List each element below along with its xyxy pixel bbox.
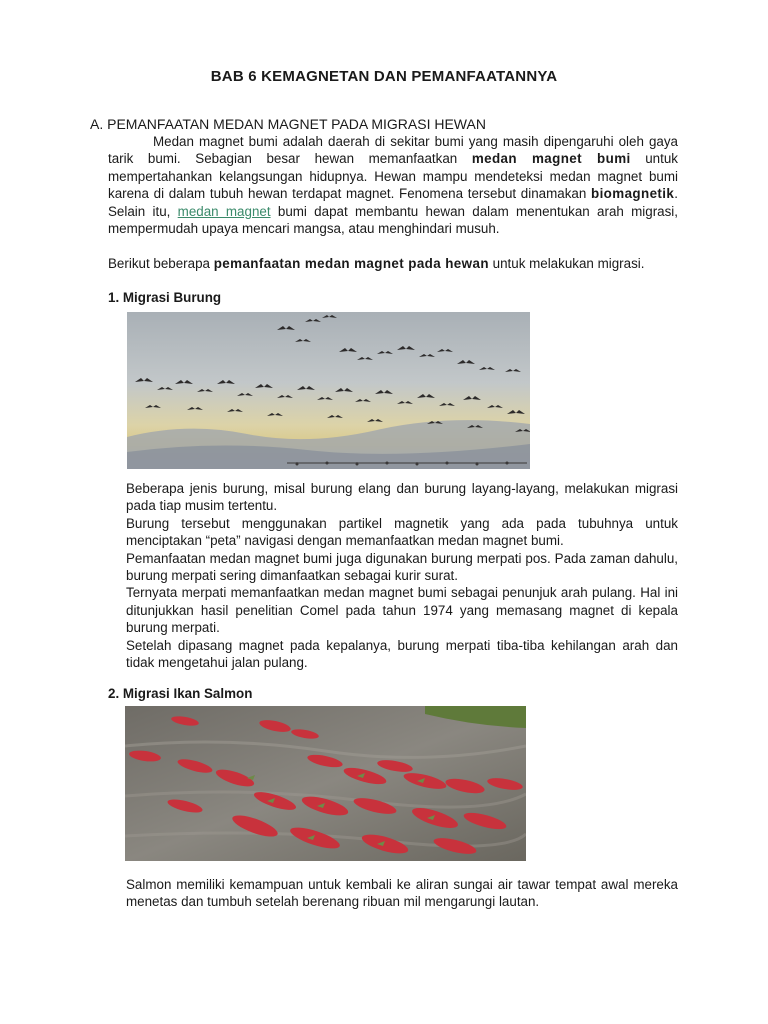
bold-term-medan-magnet-bumi: medan magnet bumi (471, 151, 631, 167)
burung-paragraph: Ternyata merpati memanfaatkan medan magnet bumi sebagai penunjuk arah pulang. Hal ini ditunjukkan hasil penelitian Comel pada tahun 1974 yang memasang magnet di kepala burung merpati. (126, 585, 678, 636)
salmon-river-photo (125, 706, 526, 861)
burung-paragraph: Pemanfaatan medan magnet bumi juga digunakan burung merpati pos. Pada zaman dahulu, burung merpati sering dimanfaatkan sebagai kurir surat. (126, 550, 678, 584)
section-heading: A. PEMANFAATAN MEDAN MAGNET PADA MIGRASI HEWAN (90, 116, 486, 132)
intro-paragraph: Medan magnet bumi adalah daerah di sekitar bumi yang masih dipengaruhi oleh gaya tarik bumi. Sebagian besar hewan memanfaatkan medan magnet bumi untuk mempertahankan kelangsungan hidupnya. Hewan mampu mendeteksi medan magnet bumi karena di dalam tubuh hewan terdapat magnet. Fenomena tersebut dinamakan biomagnetik. Selain itu, medan magnet bumi dapat membantu hewan dalam menentukan arah migrasi, mempermudah upaya mencari mangsa, atau menghindari musuh. (108, 134, 679, 237)
birds-flying-photo (127, 312, 530, 469)
burung-paragraph: Setelah dipasang magnet pada kepalanya, burung merpati tiba-tiba kehilangan arah dan tidak mengetahui jalan pulang. (126, 637, 678, 671)
list-intro-paragraph: Berikut beberapa pemanfaatan medan magnet pada hewan untuk melakukan migrasi. (108, 256, 645, 271)
burung-paragraph: Beberapa jenis burung, misal burung elang dan burung layang-layang, melakukan migrasi pada tiap musim tertentu. (126, 481, 678, 514)
burung-text-block (126, 480, 678, 671)
chapter-title: BAB 6 KEMAGNETAN DAN PEMANFAATANNYA (210, 68, 558, 85)
heading-migrasi-salmon: 2. Migrasi Ikan Salmon (108, 686, 253, 701)
heading-migrasi-burung: 1. Migrasi Burung (108, 290, 222, 305)
salmon-paragraph: Salmon memiliki kemampuan untuk kembali ke aliran sungai air tawar tempat awal mereka menetas dan tumbuh setelah berenang ribuan mil mengarungi lautan. (126, 877, 678, 910)
burung-paragraph: Burung tersebut menggunakan partikel magnetik yang ada pada tubuhnya untuk menciptakan “peta” navigasi dengan memanfaatkan medan magnet bumi. (126, 515, 678, 549)
salmon-text-block (126, 876, 678, 911)
bold-term-biomagnetik: biomagnetik (590, 186, 675, 202)
bold-term-pemanfaatan: pemanfaatan medan magnet pada hewan (213, 256, 489, 271)
medan-magnet-link[interactable]: medan magnet (177, 203, 271, 219)
